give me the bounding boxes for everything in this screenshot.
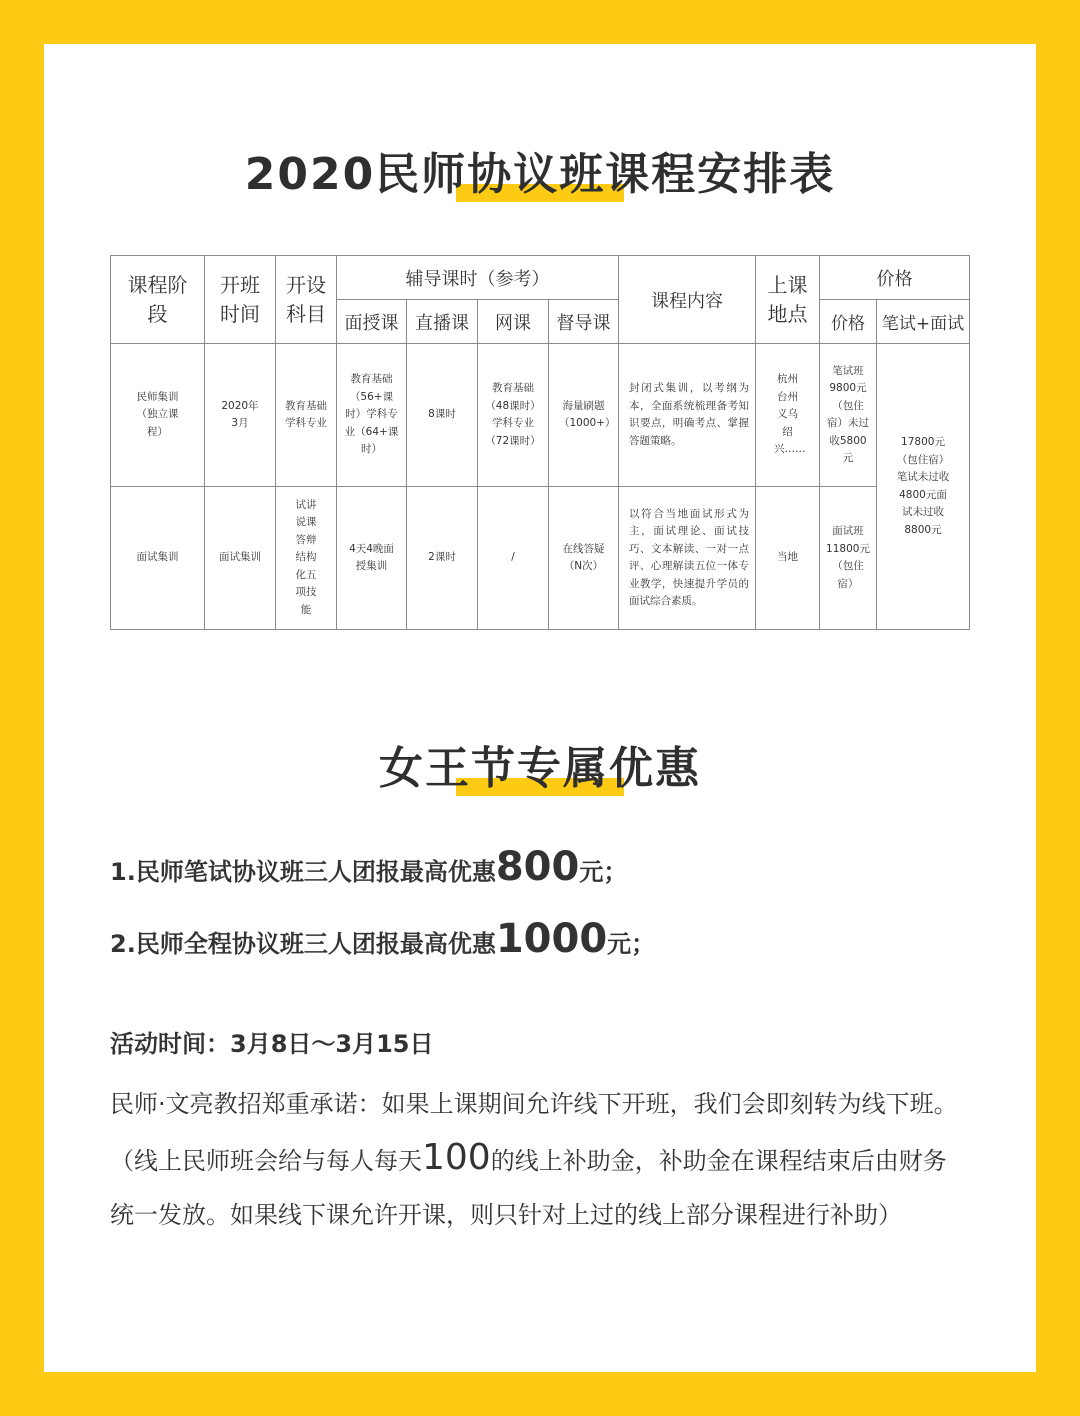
- header-written-interview: 笔试+面试: [877, 300, 970, 344]
- row1-stage: 民师集训（独立课程）: [111, 344, 205, 487]
- promo-item-2: [110, 916, 655, 962]
- page-title: 2020民师协议班课程安排表: [244, 149, 836, 200]
- promo-title-wrap: [44, 732, 1036, 796]
- row1-subjects: 教育基础学科专业: [276, 344, 337, 487]
- header-online: 网课: [478, 300, 549, 344]
- table-row: [111, 487, 970, 630]
- row2-face-to-face: 4天4晚面授集训: [337, 487, 407, 630]
- poster-card: [44, 44, 1036, 1372]
- header-face-to-face: 面授课: [337, 300, 407, 344]
- combined-price: 17800元（包住宿）笔试未过收4800元面试未过收8800元: [877, 344, 970, 630]
- header-supervised: 督导课: [549, 300, 619, 344]
- header-location: 上课地点: [756, 256, 820, 344]
- promo-item-1-prefix: 1.民师笔试协议班三人团报最高优惠: [110, 858, 496, 886]
- promo-item-1: [110, 844, 627, 890]
- header-start-time: 开班时间: [205, 256, 276, 344]
- promise-paragraph: [110, 1077, 970, 1242]
- row2-subjects: 试讲说课答辩结构化五项技能: [276, 487, 337, 630]
- promo-item-1-amount: 800: [495, 844, 580, 890]
- header-price: 价格: [820, 300, 877, 344]
- header-content: 课程内容: [619, 256, 756, 344]
- row1-location: 杭州台州义乌绍兴……: [756, 344, 820, 487]
- row1-content: 封闭式集训，以考纲为本，全面系统梳理备考知识要点，明确考点、掌握答题策略。: [619, 344, 756, 487]
- promise-amount: 100: [422, 1137, 491, 1178]
- promo-item-2-prefix: 2.民师全程协议班三人团报最高优惠: [110, 930, 496, 958]
- promo-item-2-amount: 1000: [495, 916, 608, 962]
- row1-live: 8课时: [407, 344, 478, 487]
- row1-price: 笔试班9800元（包住宿）未过收5800元: [820, 344, 877, 487]
- schedule-table: [110, 255, 970, 630]
- event-time: 活动时间：3月8日～3月15日: [110, 1030, 434, 1058]
- row2-location: 当地: [756, 487, 820, 630]
- header-tutoring-hours: 辅导课时（参考）: [337, 256, 619, 300]
- header-stage: 课程阶段: [111, 256, 205, 344]
- row2-start-time: 面试集训: [205, 487, 276, 630]
- row2-live: 2课时: [407, 487, 478, 630]
- row2-content: 以符合当地面试形式为主，面试理论、面试技巧、文本解读、一对一点评、心理解读五位一体专业教学，快速提升学员的面试综合素质。: [619, 487, 756, 630]
- row2-supervised: 在线答疑（N次）: [549, 487, 619, 630]
- promise-part-1: 民师·文亮教招郑重承诺：如果上课期间允许线下开班，我们会即刻转为线下班。（线上民师班会给与每人每天: [110, 1090, 958, 1175]
- promo-item-1-suffix: 元；: [579, 858, 628, 886]
- promo-item-2-suffix: 元；: [607, 930, 656, 958]
- header-subjects: 开设科目: [276, 256, 337, 344]
- row1-online: 教育基础（48课时）学科专业（72课时）: [478, 344, 549, 487]
- row1-face-to-face: 教育基础（56+课时）学科专业（64+课时）: [337, 344, 407, 487]
- table-row: [111, 344, 970, 487]
- row1-start-time: 2020年3月: [205, 344, 276, 487]
- promise-part-2: 的线上补助金，补助金在课程结束后由财务统一发放。如果线下课允许开课，则只针对上过的线上部分课程进行补助）: [110, 1147, 947, 1229]
- row1-supervised: 海量刷题（1000+）: [549, 344, 619, 487]
- title-wrap: [44, 138, 1036, 202]
- header-live: 直播课: [407, 300, 478, 344]
- row2-online: /: [478, 487, 549, 630]
- header-price-group: 价格: [820, 256, 970, 300]
- row2-stage: 面试集训: [111, 487, 205, 630]
- row2-price: 面试班11800元（包住宿）: [820, 487, 877, 630]
- promo-title: 女王节专属优惠: [379, 743, 701, 794]
